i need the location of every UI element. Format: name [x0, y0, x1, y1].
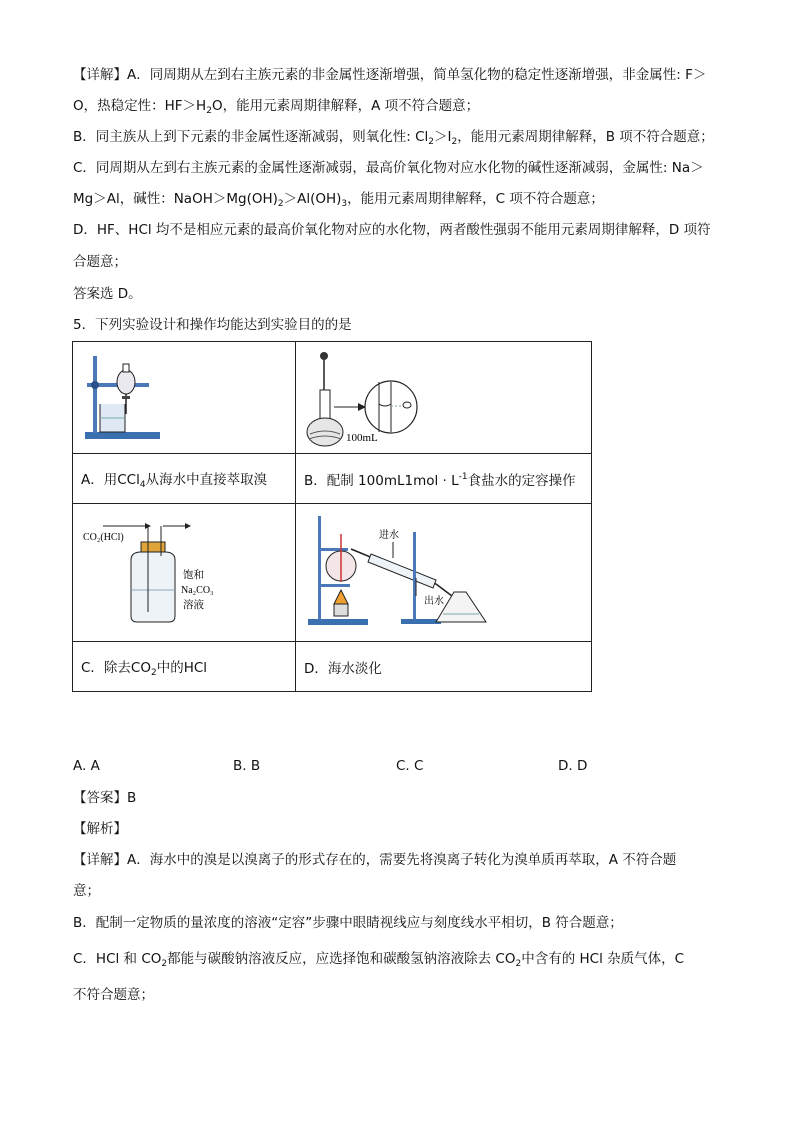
option-a: A. A [73, 758, 100, 774]
subscript: 4 [139, 479, 146, 490]
figure-b-cell [296, 342, 592, 454]
text: O，能用元素周期律解释，A 项不符合题意； [211, 98, 480, 114]
option-d: D. D [558, 758, 588, 774]
subscript: 2 [150, 667, 157, 678]
text: B．配制 100mL1mol · L [304, 472, 459, 489]
gas-washing-bottle-figure [73, 504, 295, 637]
na2co3-label: Na₂CO₃ [181, 585, 214, 596]
stand-base [308, 619, 368, 625]
q4-explain-d-line1: D．HF、HCl 均不是相应元素的最高价氧化物对应的水化物，两者酸性强弱不能用元素周期律解释，D 项符 [73, 222, 711, 238]
subscript: 2 [428, 137, 435, 147]
dropper-bulb [320, 352, 328, 360]
q5-detail-c-line2: 不符合题意； [73, 987, 154, 1003]
q5-answer: 【答案】B [73, 790, 137, 806]
stand-base-2 [401, 619, 441, 624]
text: C．HCl 和 CO [73, 951, 162, 967]
q5-stem: 5．下列实验设计和操作均能达到实验目的的是 [73, 317, 352, 333]
subscript: 2 [451, 137, 458, 147]
q5-detail-b: B．配制一定物质的量浓度的溶液“定容”步骤中眼睛视线应与刻度线水平相切，B 符合题意； [73, 915, 623, 931]
water-out-label: 出水 [424, 596, 444, 607]
separatory-funnel-figure [73, 342, 295, 449]
volumetric-flask-figure [296, 342, 591, 449]
alcohol-lamp [334, 604, 348, 616]
superscript: -1 [458, 471, 468, 482]
experiment-table [72, 341, 592, 692]
q5-detail-a-line1: 【详解】A．海水中的溴是以溴离子的形式存在的，需要先将溴离子转化为溴单质再萃取，A 不符合题 [73, 852, 677, 868]
bottle [131, 552, 175, 622]
gas-in-label: CO₂(HCl) [83, 532, 124, 543]
q4-explain-a-line1: 【详解】A．同周期从左到右主族元素的非金属性逐渐增强，简单氢化物的稳定性逐渐增强，非金属性: F＞ [73, 67, 707, 83]
water-in-label: 进水 [379, 530, 399, 541]
figure-a-cell [73, 342, 296, 454]
subscript: 2 [161, 959, 168, 969]
text: 中的HCl [156, 659, 208, 676]
text: B．同主族从上到下元素的非金属性逐渐减弱，则氧化性: Cl [73, 129, 429, 145]
subscript: 2 [515, 959, 522, 969]
caption-a [73, 454, 296, 504]
condenser-jacket [368, 554, 436, 588]
text: O，热稳定性：HF＞H [73, 98, 207, 114]
distillation-figure [296, 504, 591, 637]
q4-explain-d-line2: 合题意； [73, 254, 127, 270]
q5-analysis-label: 【解析】 [73, 821, 127, 837]
ring-arm [318, 584, 350, 587]
stand-base [85, 432, 160, 439]
q5-detail-a-line2: 意； [73, 883, 100, 899]
subscript: 2 [206, 106, 212, 116]
caption-d: D．海水淡化 [296, 642, 592, 692]
q5-detail-c-line1 [73, 949, 684, 974]
text: 都能与碳酸钠溶液反应，应选择饱和碳酸氢钠溶液除去 CO [167, 951, 516, 967]
caption-b [296, 454, 592, 504]
option-b: B. B [233, 758, 261, 774]
arrow-icon [185, 523, 191, 529]
q4-explain-c-line1: C．同周期从左到右主族元素的金属性逐渐减弱，最高价氧化物对应水化物的碱性逐渐减弱，金属性: Na＞ [73, 160, 704, 176]
flask-body [307, 418, 343, 446]
q4-explain-b-line [73, 127, 714, 152]
text: 中含有的 HCl 杂质气体，C [521, 951, 685, 967]
text: ＞Al(OH) [283, 191, 342, 207]
caption-c [73, 642, 296, 692]
text: 食盐水的定容操作 [467, 472, 576, 489]
q4-explain-c-line2 [73, 189, 604, 214]
stand-rod-2 [413, 532, 416, 620]
text: Mg＞Al，碱性：NaOH＞Mg(OH) [73, 191, 278, 207]
q4-explain-a-line2 [73, 96, 479, 121]
q4-answer: 答案选 D。 [73, 286, 142, 302]
funnel-stopper [123, 364, 129, 372]
funnel-tap [122, 396, 130, 399]
flame-icon [334, 590, 348, 604]
stand-rod [318, 516, 321, 620]
clamp-knob [91, 381, 99, 389]
funnel-bulb [117, 370, 135, 394]
text: ，能用元素周期律解释，C 项不符合题意； [347, 191, 604, 207]
figure-c-cell [73, 504, 296, 642]
stand-rod [93, 356, 97, 433]
flask-volume-label: 100mL [346, 432, 378, 444]
figure-d-cell [296, 504, 592, 642]
saturated-label: 饱和 [183, 570, 204, 581]
text: A．用CCl [81, 471, 140, 488]
subscript: 3 [341, 199, 348, 209]
clamp-arm [318, 548, 348, 551]
text: C．除去CO [81, 659, 151, 676]
eye-icon [403, 402, 411, 408]
subscript: 2 [277, 199, 284, 209]
text: ＞I [434, 129, 452, 145]
solution-label: 溶液 [183, 600, 204, 611]
text: 从海水中直接萃取溴 [145, 471, 268, 488]
text: ，能用元素周期律解释，B 项不符合题意； [457, 129, 714, 145]
option-c: C. C [396, 758, 424, 774]
